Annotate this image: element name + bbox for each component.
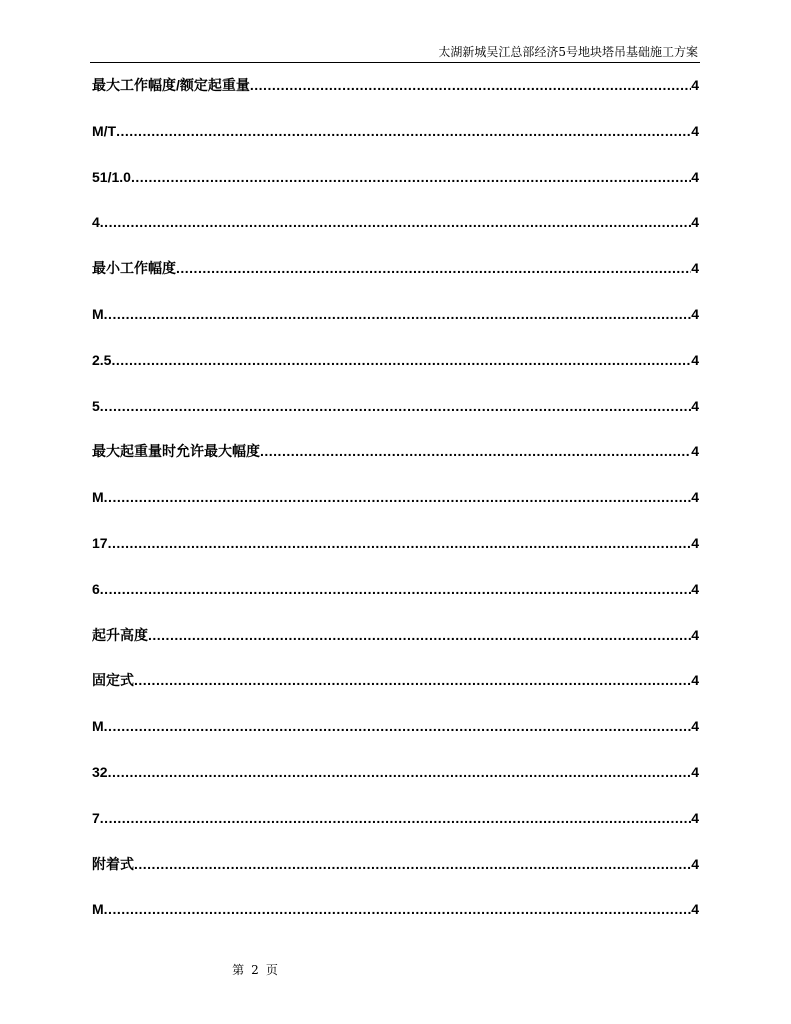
toc-entry-page: 4 [691, 672, 699, 689]
toc-entry[interactable] [92, 901, 699, 947]
toc-entry-label: 32 [92, 763, 108, 780]
toc-entry[interactable] [92, 764, 699, 810]
toc-entry[interactable] [92, 260, 699, 306]
toc-entry-page: 4 [691, 260, 699, 277]
toc-entry-page: 4 [691, 580, 699, 597]
toc-entry-label: 最小工作幅度 [92, 260, 176, 277]
toc-entry[interactable] [92, 810, 699, 856]
toc-entry-page: 4 [691, 718, 699, 735]
header-title: 太湖新城吴江总部经济5号地块塔吊基础施工方案 [438, 45, 698, 59]
toc-dot-leader [148, 627, 691, 643]
toc-entry-page: 4 [691, 305, 699, 322]
toc-entry[interactable] [92, 123, 699, 169]
toc-dot-leader [104, 901, 692, 917]
toc-dot-leader [104, 489, 692, 505]
toc-entry-label: M [92, 718, 104, 735]
toc-entry-page: 4 [691, 763, 699, 780]
toc-entry-label: 4 [92, 214, 100, 231]
toc-entry[interactable] [92, 718, 699, 764]
page-footer [0, 963, 510, 977]
toc-entry-page: 4 [691, 122, 699, 139]
toc-entry-label: 17 [92, 534, 108, 551]
toc-entry[interactable] [92, 581, 699, 627]
toc-dot-leader [250, 77, 691, 93]
toc-entry-label: 固定式 [92, 672, 134, 689]
toc-entry[interactable] [92, 214, 699, 260]
toc-entry[interactable] [92, 306, 699, 352]
toc-entry[interactable] [92, 856, 699, 902]
toc-entry[interactable] [92, 169, 699, 215]
toc-entry-page: 4 [691, 626, 699, 643]
toc-dot-leader [111, 352, 691, 368]
toc-dot-leader [108, 535, 692, 551]
toc-dot-leader [134, 672, 691, 688]
toc-entry-page: 4 [691, 397, 699, 414]
toc-entry-page: 4 [691, 168, 699, 185]
toc-entry[interactable] [92, 398, 699, 444]
toc-dot-leader [100, 581, 691, 597]
toc-entry[interactable] [92, 77, 699, 123]
toc-dot-leader [104, 718, 692, 734]
toc-entry[interactable] [92, 443, 699, 489]
toc-dot-leader [100, 398, 691, 414]
toc-entry-label: M [92, 305, 104, 322]
toc-entry-label: 6 [92, 580, 100, 597]
toc-dot-leader [131, 169, 691, 185]
toc-dot-leader [134, 856, 691, 872]
toc-entry[interactable] [92, 535, 699, 581]
toc-dot-leader [108, 764, 692, 780]
toc-entry-label: M [92, 901, 104, 918]
toc-entry-page: 4 [691, 855, 699, 872]
toc-entry-page: 4 [691, 351, 699, 368]
toc-entry-label: 7 [92, 809, 100, 826]
toc-entry[interactable] [92, 627, 699, 673]
toc-entry[interactable] [92, 352, 699, 398]
toc-entry-label: 51/1.0 [92, 168, 131, 185]
toc-entry-label: 最大起重量时允许最大幅度 [92, 443, 260, 460]
toc-entry-label: 附着式 [92, 855, 134, 872]
table-of-contents [92, 77, 699, 947]
footer-prefix: 第 [232, 963, 245, 977]
footer-page-number: 2 [251, 963, 259, 977]
toc-entry-page: 4 [691, 809, 699, 826]
toc-dot-leader [176, 260, 691, 276]
toc-dot-leader [260, 443, 691, 459]
toc-entry[interactable] [92, 489, 699, 535]
toc-entry-page: 4 [691, 489, 699, 506]
toc-entry-label: M [92, 489, 104, 506]
toc-entry-page: 4 [691, 901, 699, 918]
toc-entry-page: 4 [691, 214, 699, 231]
toc-entry-label: 最大工作幅度/额定起重量 [92, 77, 250, 93]
toc-entry[interactable] [92, 672, 699, 718]
toc-dot-leader [116, 123, 691, 139]
toc-entry-page: 4 [691, 534, 699, 551]
toc-entry-page: 4 [691, 443, 699, 460]
footer-suffix: 页 [265, 963, 278, 977]
toc-entry-label: M/T [92, 122, 117, 139]
toc-entry-label: 2.5 [92, 351, 112, 368]
toc-dot-leader [100, 214, 691, 230]
toc-entry-label: 5 [92, 397, 100, 414]
toc-dot-leader [100, 810, 691, 826]
page-header [90, 44, 700, 63]
toc-entry-page: 4 [691, 77, 699, 93]
toc-dot-leader [104, 306, 692, 322]
toc-entry-label: 起升高度 [92, 626, 148, 643]
